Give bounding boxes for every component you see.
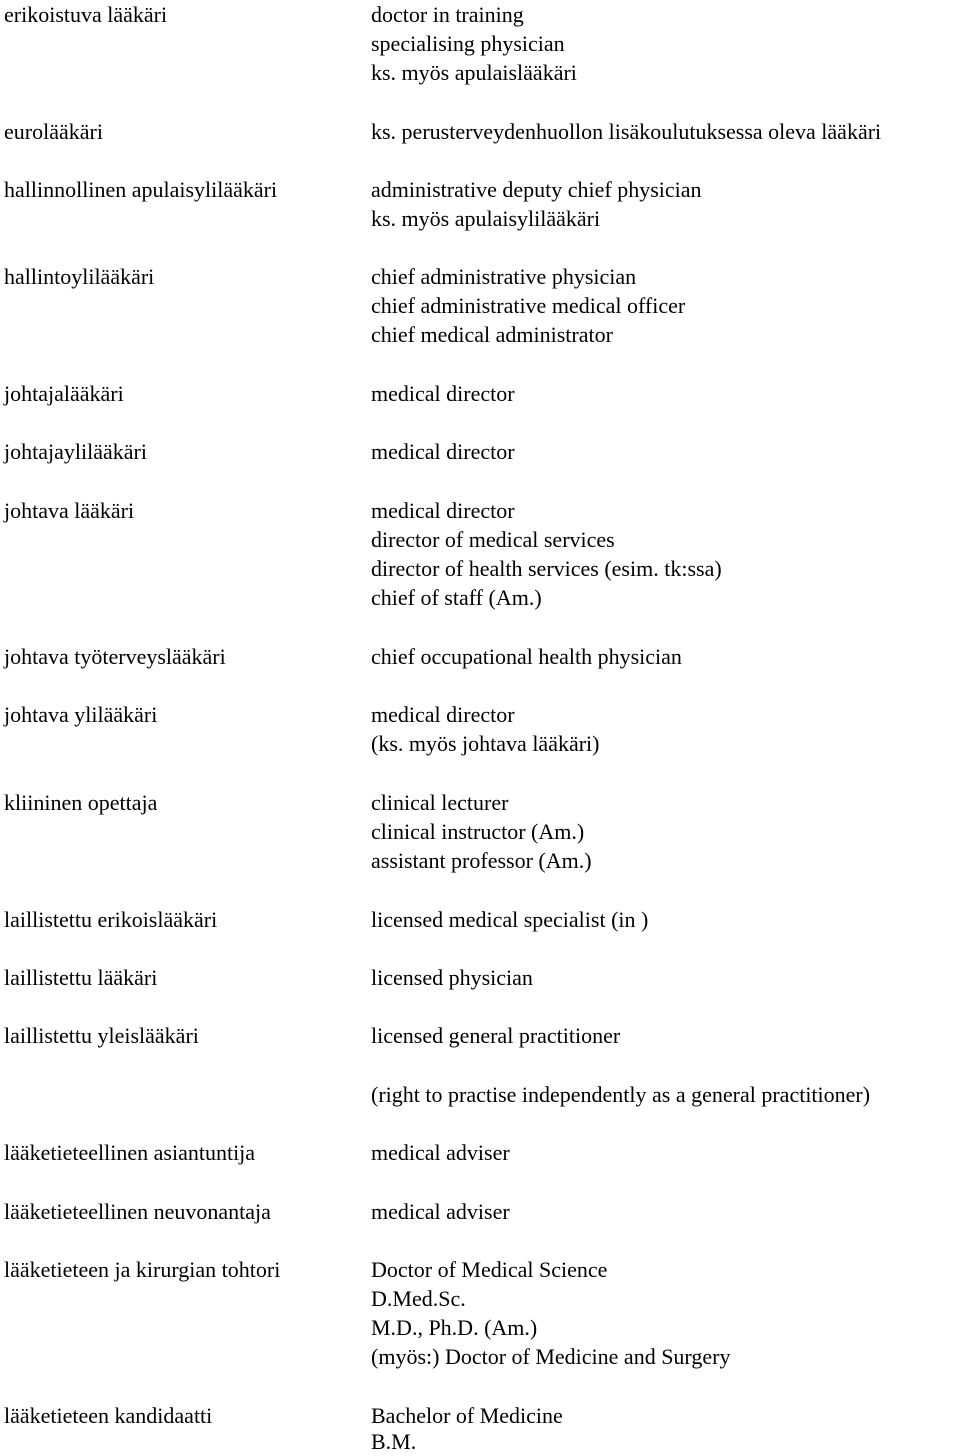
english-equivalent: M.D., Ph.D. (Am.) xyxy=(371,1315,538,1340)
english-equivalent: chief administrative medical officer xyxy=(371,293,686,318)
english-equivalent: chief medical administrator xyxy=(371,322,613,347)
finnish-term: johtava työterveyslääkäri xyxy=(4,644,226,669)
finnish-term: lääketieteen kandidaatti xyxy=(4,1403,213,1428)
finnish-term: johtava lääkäri xyxy=(4,498,135,523)
english-equivalent: administrative deputy chief physician xyxy=(371,177,702,202)
finnish-term: hallinnollinen apulaisylilääkäri xyxy=(4,177,278,202)
finnish-term: lääketieteellinen asiantuntija xyxy=(4,1140,256,1165)
finnish-term: johtajaylilääkäri xyxy=(4,439,147,464)
finnish-term: johtava ylilääkäri xyxy=(4,702,158,727)
finnish-term: eurolääkäri xyxy=(4,119,103,144)
english-equivalent: B.M. xyxy=(371,1429,417,1454)
english-equivalent: D.Med.Sc. xyxy=(371,1286,466,1311)
finnish-term: kliininen opettaja xyxy=(4,790,158,815)
english-equivalent: specialising physician xyxy=(371,31,565,56)
english-equivalent: Bachelor of Medicine xyxy=(371,1403,563,1428)
english-equivalent: medical adviser xyxy=(371,1199,510,1224)
english-note: (right to practise independently as a general practitioner) xyxy=(371,1082,871,1107)
english-equivalent: licensed general practitioner xyxy=(371,1023,621,1048)
english-equivalent: ks. myös apulaislääkäri xyxy=(371,60,577,85)
english-equivalent: (ks. myös johtava lääkäri) xyxy=(371,731,600,756)
english-equivalent: medical director xyxy=(371,702,515,727)
english-equivalent: medical director xyxy=(371,381,515,406)
finnish-term: johtajalääkäri xyxy=(4,381,124,406)
english-equivalent: Doctor of Medical Science xyxy=(371,1257,608,1282)
english-equivalent: chief of staff (Am.) xyxy=(371,585,542,610)
finnish-term: lääketieteen ja kirurgian tohtori xyxy=(4,1257,281,1282)
english-equivalent: clinical instructor (Am.) xyxy=(371,819,585,844)
finnish-term: hallintoylilääkäri xyxy=(4,264,155,289)
english-equivalent: ks. myös apulaisylilääkäri xyxy=(371,206,601,231)
english-equivalent: assistant professor (Am.) xyxy=(371,848,592,873)
english-equivalent: licensed physician xyxy=(371,965,533,990)
english-equivalent: (myös:) Doctor of Medicine and Surgery xyxy=(371,1344,731,1369)
english-equivalent: chief occupational health physician xyxy=(371,644,682,669)
finnish-term: laillistettu erikoislääkäri xyxy=(4,907,218,932)
english-equivalent: licensed medical specialist (in ) xyxy=(371,907,649,932)
english-equivalent: clinical lecturer xyxy=(371,790,509,815)
finnish-term: lääketieteellinen neuvonantaja xyxy=(4,1199,271,1224)
finnish-term: laillistettu lääkäri xyxy=(4,965,158,990)
finnish-term: erikoistuva lääkäri xyxy=(4,2,168,27)
finnish-term: laillistettu yleislääkäri xyxy=(4,1023,199,1048)
english-equivalent: ks. perusterveydenhuollon lisäkoulutuksessa oleva lääkäri xyxy=(371,119,882,144)
english-equivalent: director of health services (esim. tk:ssa) xyxy=(371,556,722,581)
english-equivalent: chief administrative physician xyxy=(371,264,637,289)
english-equivalent: medical adviser xyxy=(371,1140,510,1165)
english-equivalent: medical director xyxy=(371,498,515,523)
english-equivalent: doctor in training xyxy=(371,2,524,27)
english-equivalent: medical director xyxy=(371,439,515,464)
english-equivalent: director of medical services xyxy=(371,527,615,552)
